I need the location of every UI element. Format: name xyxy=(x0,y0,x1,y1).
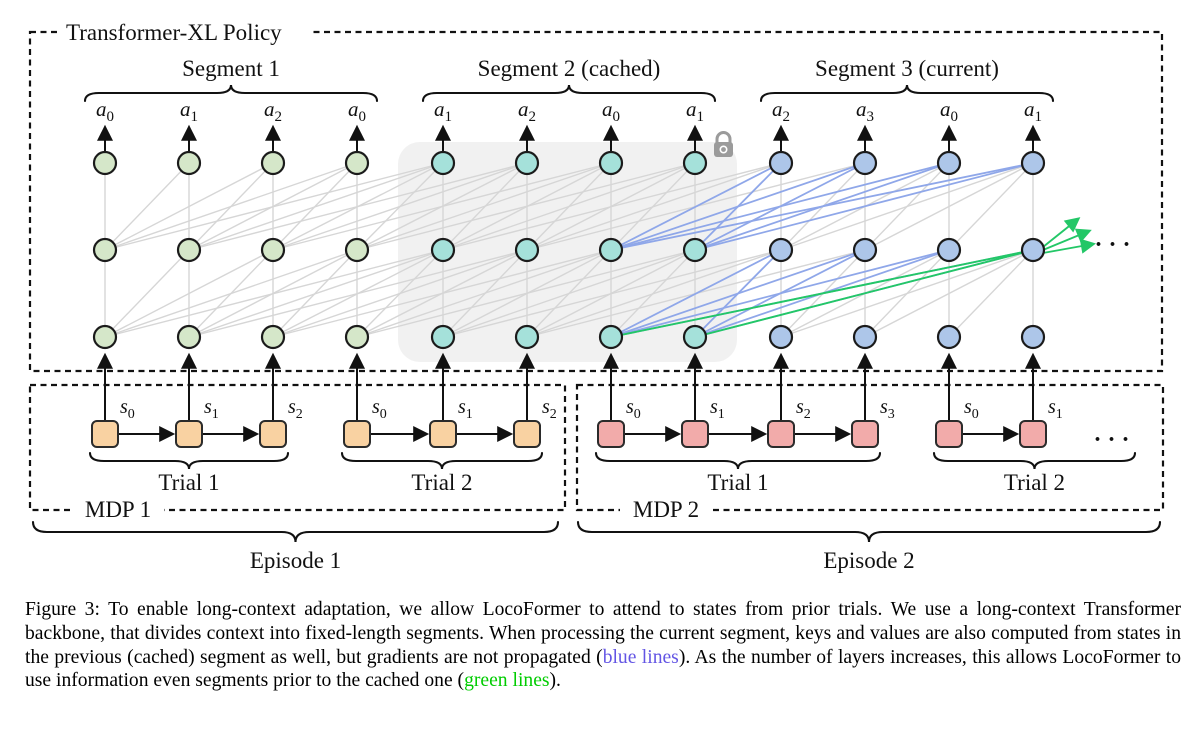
caption-text: ). As the number of layers increases, this allows LocoFormer to use information even segments prior to the cached one ( xyxy=(25,646,1181,692)
layer-node xyxy=(938,239,960,261)
trial-label: Trial 2 xyxy=(1003,470,1066,495)
layer-node xyxy=(262,239,284,261)
episode-label: Episode 2 xyxy=(823,548,915,573)
state-label: $s_0$ xyxy=(120,396,135,422)
layer-node xyxy=(178,152,200,174)
episode-brace xyxy=(33,522,558,542)
layer-node xyxy=(684,326,706,348)
state-square xyxy=(936,421,962,447)
action-label: $a_0$ xyxy=(940,97,958,125)
layer-node xyxy=(346,239,368,261)
state-square xyxy=(1020,421,1046,447)
caption-text: green lines xyxy=(464,670,550,692)
episode-brace xyxy=(578,522,1160,542)
state-label: $s_1$ xyxy=(458,396,473,422)
state-label: $s_1$ xyxy=(710,396,725,422)
attention-edge-gray xyxy=(273,163,357,250)
layer-node xyxy=(178,326,200,348)
action-label: $a_2$ xyxy=(518,97,536,125)
state-label: $s_2$ xyxy=(288,396,303,422)
layer-node xyxy=(854,152,876,174)
layer-node xyxy=(346,326,368,348)
layer-node xyxy=(94,326,116,348)
layer-node xyxy=(770,239,792,261)
caption-text: ). xyxy=(549,670,561,692)
state-square xyxy=(260,421,286,447)
ellipsis-bottom: . . . xyxy=(1094,421,1130,447)
state-label: $s_2$ xyxy=(796,396,811,422)
layer-node xyxy=(516,326,538,348)
attention-edge-gray xyxy=(105,163,189,250)
layer-node xyxy=(854,326,876,348)
attention-edge-green xyxy=(695,250,1033,337)
state-label: $s_1$ xyxy=(204,396,219,422)
layer-node xyxy=(516,239,538,261)
layer-node xyxy=(1022,326,1044,348)
attention-edge-gray xyxy=(865,163,949,250)
layer-node xyxy=(770,326,792,348)
layer-node xyxy=(600,239,622,261)
state-label: $s_3$ xyxy=(880,396,895,422)
trial-label: Trial 1 xyxy=(707,470,769,495)
state-square xyxy=(768,421,794,447)
action-label: $a_1$ xyxy=(1024,97,1042,125)
caption-text: Figure 3: xyxy=(25,599,109,620)
layer-node xyxy=(1022,239,1044,261)
action-label: $a_0$ xyxy=(602,97,620,125)
action-label: $a_1$ xyxy=(686,97,704,125)
action-label: $a_1$ xyxy=(434,97,452,125)
layer-node xyxy=(262,326,284,348)
trial-label: Trial 1 xyxy=(158,470,220,495)
state-square xyxy=(514,421,540,447)
layer-node xyxy=(94,239,116,261)
layer-node xyxy=(938,326,960,348)
layer-node xyxy=(178,239,200,261)
layer-node xyxy=(516,152,538,174)
state-label: $s_0$ xyxy=(372,396,387,422)
layer-node xyxy=(346,152,368,174)
trial-brace xyxy=(90,453,288,469)
layer-node xyxy=(432,326,454,348)
segment-brace xyxy=(423,85,715,101)
layer-node xyxy=(262,152,284,174)
caption-text: To enable long-context adaptation, we allow LocoFormer to attend to states from prior trials. We use a long-context Transformer backbone, that divides context into fixed-length segments. When processing the current segment, keys and values are also computed from states in the previous (cached) segment as well, but gradients are not propagated ( xyxy=(25,599,1181,668)
lock-icon xyxy=(714,133,733,157)
segment-label: Segment 1 xyxy=(182,56,280,81)
trial-brace xyxy=(934,453,1135,469)
action-label: $a_1$ xyxy=(180,97,198,125)
action-label: $a_2$ xyxy=(264,97,282,125)
ellipsis-top: . . . xyxy=(1095,226,1131,252)
action-label: $a_3$ xyxy=(856,97,874,125)
attention-edge-blue xyxy=(695,163,1033,250)
state-square xyxy=(344,421,370,447)
mdp-label: MDP 2 xyxy=(632,497,700,522)
trial-brace xyxy=(342,453,542,469)
layer-node xyxy=(432,239,454,261)
caption-text: blue lines xyxy=(602,646,679,668)
layer-node xyxy=(854,239,876,261)
state-square xyxy=(598,421,624,447)
segment-brace xyxy=(761,85,1053,101)
state-square xyxy=(176,421,202,447)
segment-label: Segment 2 (cached) xyxy=(477,56,661,81)
state-square xyxy=(92,421,118,447)
state-square xyxy=(852,421,878,447)
layer-node xyxy=(684,239,706,261)
episode-label: Episode 1 xyxy=(249,548,342,573)
state-label: $s_2$ xyxy=(542,396,557,422)
layer-node xyxy=(432,152,454,174)
segment-brace xyxy=(85,85,377,101)
attention-edge-gray xyxy=(189,163,273,250)
layer-node xyxy=(770,152,792,174)
state-label: $s_0$ xyxy=(964,396,979,422)
attention-edge-gray xyxy=(865,250,949,337)
attention-edge-gray xyxy=(949,250,1033,337)
layer-node xyxy=(600,326,622,348)
layer-node xyxy=(600,152,622,174)
layer-node xyxy=(1022,152,1044,174)
action-label: $a_0$ xyxy=(96,97,114,125)
trial-brace xyxy=(596,453,880,469)
mdp-label: MDP 1 xyxy=(84,497,152,522)
action-label: $a_2$ xyxy=(772,97,790,125)
state-label: $s_0$ xyxy=(626,396,641,422)
trial-label: Trial 2 xyxy=(411,470,473,495)
state-square xyxy=(430,421,456,447)
layer-node xyxy=(684,152,706,174)
attention-edge-gray xyxy=(105,250,189,337)
segment-label: Segment 3 (current) xyxy=(815,56,999,81)
policy-label: Transformer-XL Policy xyxy=(66,20,282,45)
green-out-arrow xyxy=(1043,244,1093,253)
layer-node xyxy=(94,152,116,174)
figure-caption xyxy=(25,598,1181,693)
layer-node xyxy=(938,152,960,174)
attention-edge-gray xyxy=(273,250,357,337)
state-label: $s_1$ xyxy=(1048,396,1063,422)
attention-edge-gray xyxy=(949,163,1033,250)
attention-edge-gray xyxy=(189,250,273,337)
state-square xyxy=(682,421,708,447)
action-label: $a_0$ xyxy=(348,97,366,125)
